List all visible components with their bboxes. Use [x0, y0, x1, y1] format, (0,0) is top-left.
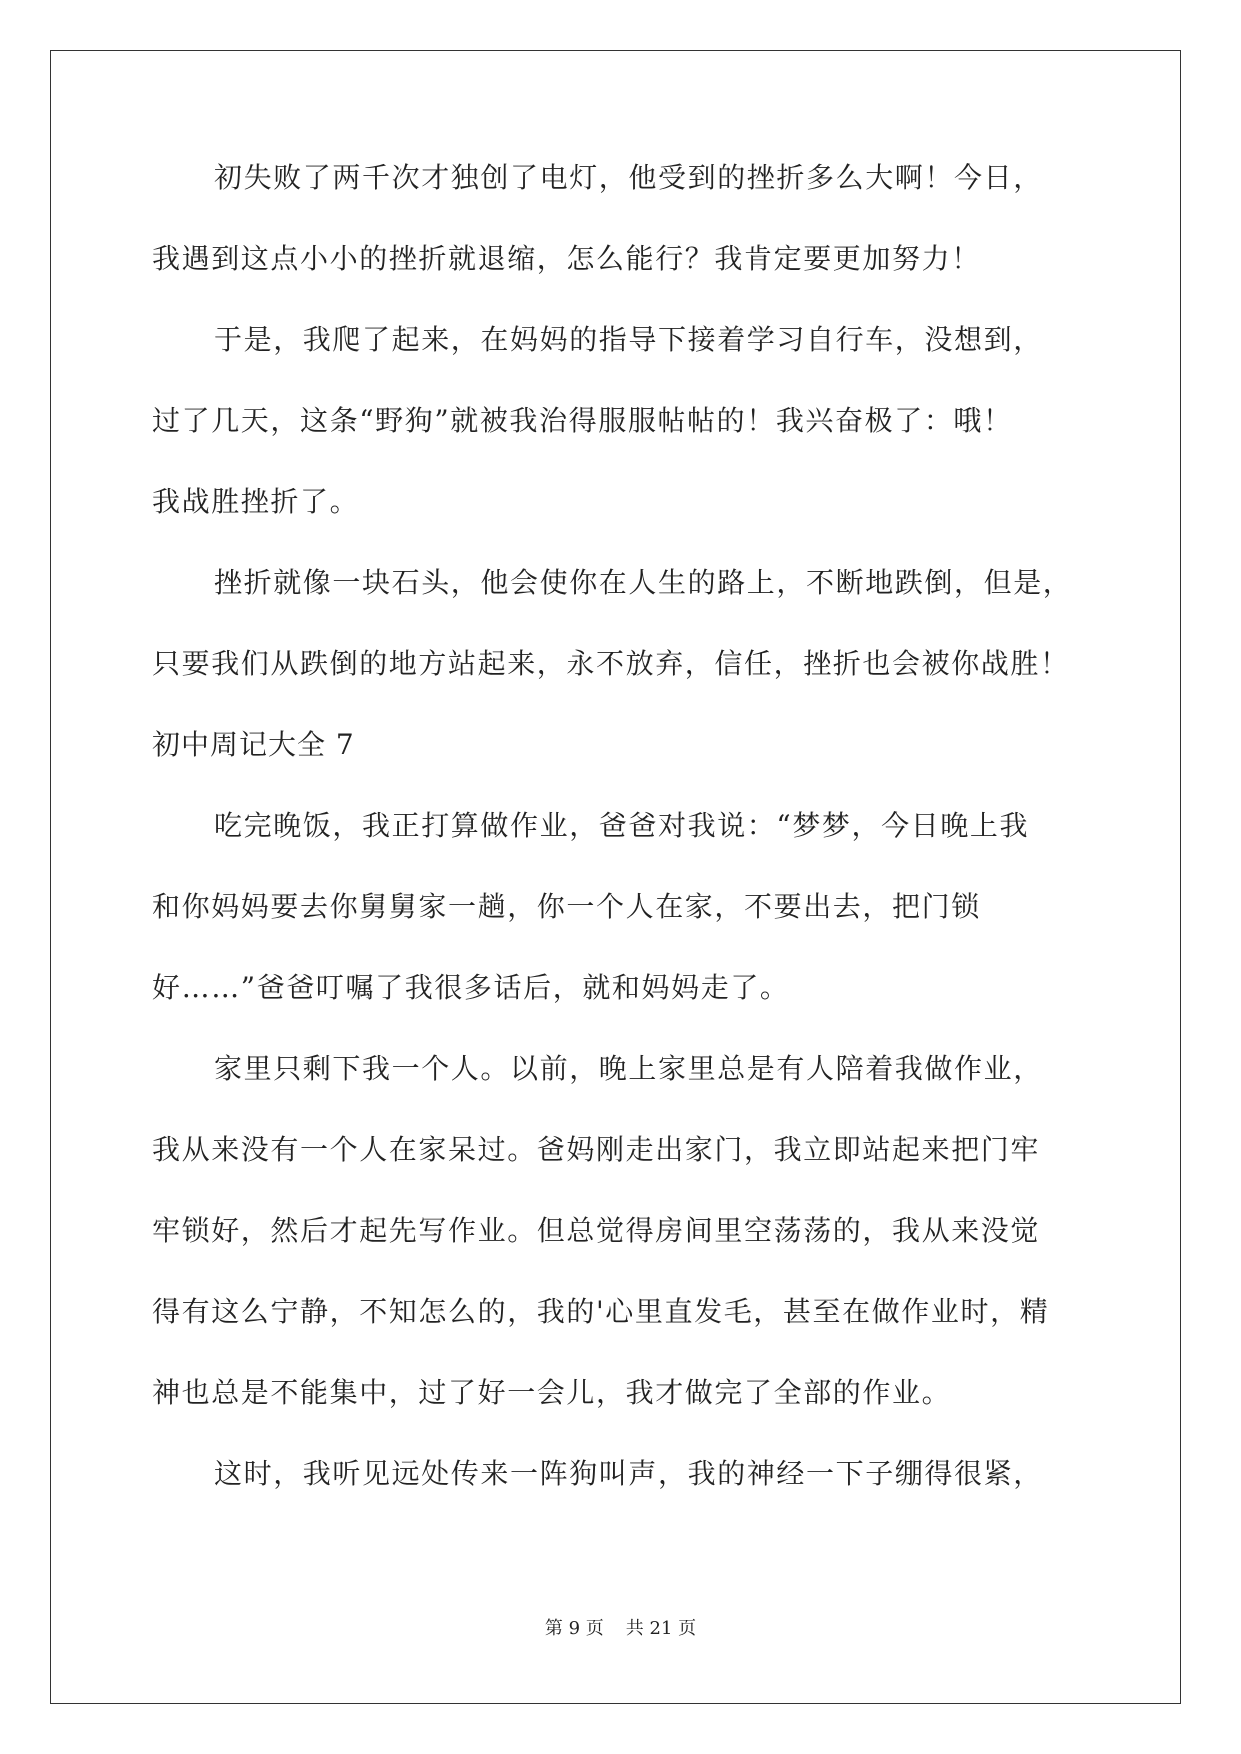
paragraph-line: 神也总是不能集中，过了好一会儿，我才做完了全部的作业。: [152, 1376, 952, 1409]
page-footer: [0, 1614, 1241, 1640]
paragraph-line: 只要我们从跌倒的地方站起来，永不放弃，信任，挫折也会被你战胜！: [152, 647, 1070, 680]
paragraph-line: 我从来没有一个人在家呆过。爸妈刚走出家门，我立即站起来把门牢: [152, 1133, 1041, 1166]
paragraph-line: 牢锁好，然后才起先写作业。但总觉得房间里空荡荡的，我从来没觉: [152, 1214, 1041, 1247]
paragraph-line: 和你妈妈要去你舅舅家一趟，你一个人在家，不要出去，把门锁: [152, 890, 981, 923]
paragraph-line: 得有这么宁静，不知怎么的，我的'心里直发毛，甚至在做作业时，精: [152, 1295, 1050, 1328]
paragraph-line: 吃完晚饭，我正打算做作业，爸爸对我说：“梦梦，今日晚上我: [214, 809, 1030, 842]
paragraph-line: 挫折就像一块石头，他会使你在人生的路上，不断地跌倒，但是，: [214, 566, 1073, 599]
paragraph-line: 初失败了两千次才独创了电灯，他受到的挫折多么大啊！今日，: [214, 161, 1043, 194]
paragraph-line: 家里只剩下我一个人。以前，晚上家里总是有人陪着我做作业，: [214, 1052, 1043, 1085]
document-body: [152, 160, 1092, 1537]
paragraph-line: 这时，我听见远处传来一阵狗叫声，我的神经一下子绷得很紧，: [214, 1457, 1043, 1490]
paragraph-line: 过了几天，这条“野狗”就被我治得服服帖帖的！我兴奋极了：哦！: [152, 404, 1013, 437]
paragraph-line: 于是，我爬了起来，在妈妈的指导下接着学习自行车，没想到，: [214, 323, 1043, 356]
paragraph-line: 好……”爸爸叮嘱了我很多话后，就和妈妈走了。: [152, 971, 790, 1004]
paragraph-line: 我遇到这点小小的挫折就退缩，怎么能行？我肯定要更加努力！: [152, 242, 981, 275]
page-total: 共 21 页: [625, 1618, 697, 1639]
paragraph-line: 我战胜挫折了。: [152, 485, 360, 518]
section-heading: 初中周记大全 7: [152, 728, 355, 761]
page-number: 第 9 页: [544, 1618, 604, 1639]
